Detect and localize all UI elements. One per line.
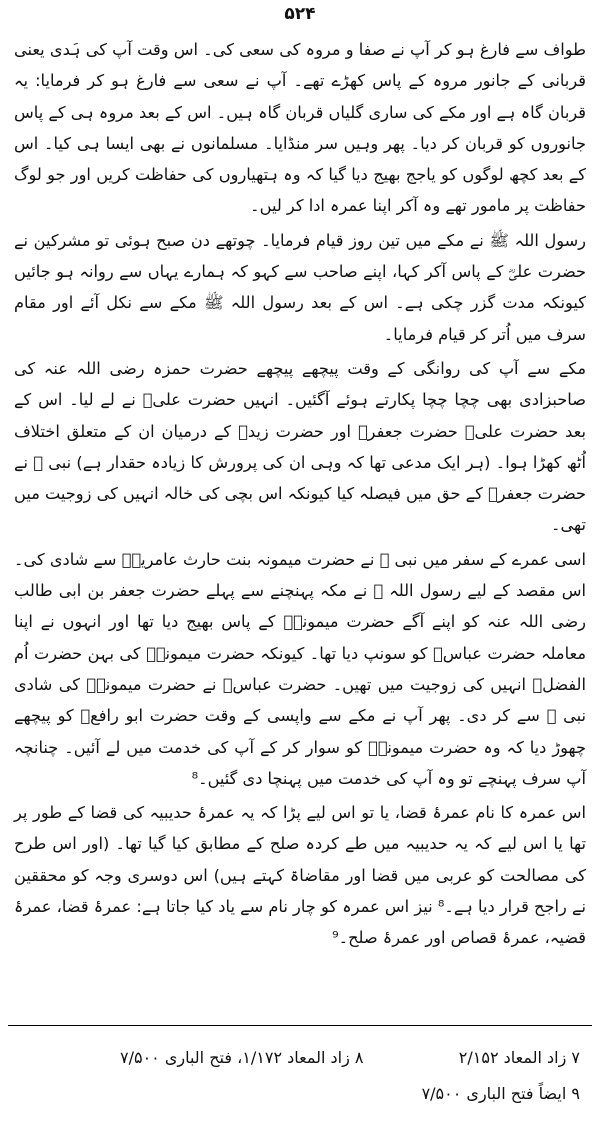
paragraph-umrah-qaza: اس عمرہ کا نام عمرۂ قضا، یا تو اس لیے پڑا کہ یہ عمرۂ حدیبیہ کی قضا کے طور پر تھا یا اس لیے کہ یہ حدیبیہ میں طے کردہ صلح کے مطابق کیا گیا تھا۔ (اور اس طرح کی مصالحت کو عربی میں قضا اور مقاضاۃ کہتے ہیں) اس دوسری وجہ کو محققین نے راجح قرار دیا ہے۔⁸ نیز اس عمرہ کو چار نام سے یاد کیا جاتا ہے: عمرۂ قضا، عمرۂ قضیہ، عمرۂ قصاص اور عمرۂ صلح۔⁹ [14,803,586,948]
footnotes [120,1040,580,1112]
footnote-row [120,1040,580,1076]
footnote-row [120,1076,580,1112]
paragraph-tawaf: طواف سے فارغ ہو کر آپ نے صفا و مروہ کی سعی کی۔ اس وقت آپ کی ہَدی یعنی قربانی کے جانور مروہ کے پاس کھڑے تھے۔ آپ نے سعی سے فارغ ہو کر فرمایا: یہ قربان گاہ ہے اور مکے کی ساری گلیاں قربان گاہ ہیں۔ اس کے بعد مروہ ہی کے پاس جانوروں کو قربان کر دیا۔ پھر وہیں سر منڈایا۔ مسلمانوں نے بھی ایسا ہی کیا۔ اس کے بعد کچھ لوگوں کو یاجج بھیج دیا گیا کہ وہ ہتھیاروں کی حفاظت کریں اور جو لوگ حفاظت پر مامور تھے وہ آکر اپنا عمرہ ادا کر لیں۔ [14,40,586,216]
paragraph-maimuna-marriage: اسی عمرے کے سفر میں نبی ﷺ نے حضرت میمونہ بنت حارث عامریہؓ سے شادی کی۔ اس مقصد کے لیے رسول اللہ ﷺ نے مکہ پہنچنے سے پہلے حضرت جعفر بن ابی طالب رضی اللہ عنہ کو اپنے آگے حضرت میمونہؓ کے پاس بھیج دیا تھا اور انہوں نے اپنا معاملہ حضرت عباسؓ کو سونپ دیا تھا۔ کیونکہ حضرت میمونہؓ کی بہن حضرت اُم الفضلؓ انہیں کی زوجیت میں تھیں۔ حضرت عباسؓ نے حضرت میمونہؓ کی شادی نبی ﷺ سے کر دی۔ پھر آپ نے مکے سے واپسی کے وقت حضرت ابو رافعؓ کو پیچھے چھوڑ دیا کہ وہ حضرت میمونہؓ کو سوار کر کے آپ کی خدمت میں لے آئیں۔ چنانچہ آپ سرف پہنچے تو وہ آپ کی خدمت میں پہنچا دی گئیں۔⁸ [14,549,586,788]
paragraph-hamza-daughter: مکے سے آپ کی روانگی کے وقت پیچھے پیچھے حضرت حمزہ رضی اللہ عنہ کی صاحبزادی بھی چچا چچا پکارتے ہوئے آگئیں۔ انہیں حضرت علیؓ نے لے لیا۔ اس کے بعد حضرت علیؓ حضرت جعفرؓ اور حضرت زیدؓ کے درمیان ان کے متعلق اختلاف اُٹھ کھڑا ہوا۔ (ہر ایک مدعی تھا کہ وہی ان کی پرورش کا زیادہ حقدار ہے) نبی ﷺ نے حضرت جعفرؓ کے حق میں فیصلہ کیا کیونکہ اس بچی کی خالہ انہیں کی زوجیت میں تھی۔ [14,358,586,535]
footnote-7: ۷ زاد المعاد ۲/۱۵۲ [458,1048,580,1067]
footnote-divider [8,1025,592,1026]
paragraph-stay-in-makkah: رسول اللہ ﷺ نے مکے میں تین روز قیام فرمایا۔ چوتھے دن صبح ہوئی تو مشرکین نے حضرت علیؓ کے پاس آکر کہا، اپنے صاحب سے کہو کہ ہمارے یہاں سے روانہ ہو جائیں کیونکہ مدت گزر چکی ہے۔ اس کے بعد رسول اللہ ﷺ مکے سے نکل آئے اور مقام سرف میں اُتر کر قیام فرمایا۔ [14,230,586,344]
footnote-8: ۸ زاد المعاد ۱/۱۷۲، فتح الباری ۷/۵۰۰ [120,1048,364,1067]
body-text [14,34,586,957]
footnote-9: ۹ ایضاً فتح الباری ۷/۵۰۰ [421,1084,580,1103]
page-number: ۵۲۴ [284,4,316,24]
